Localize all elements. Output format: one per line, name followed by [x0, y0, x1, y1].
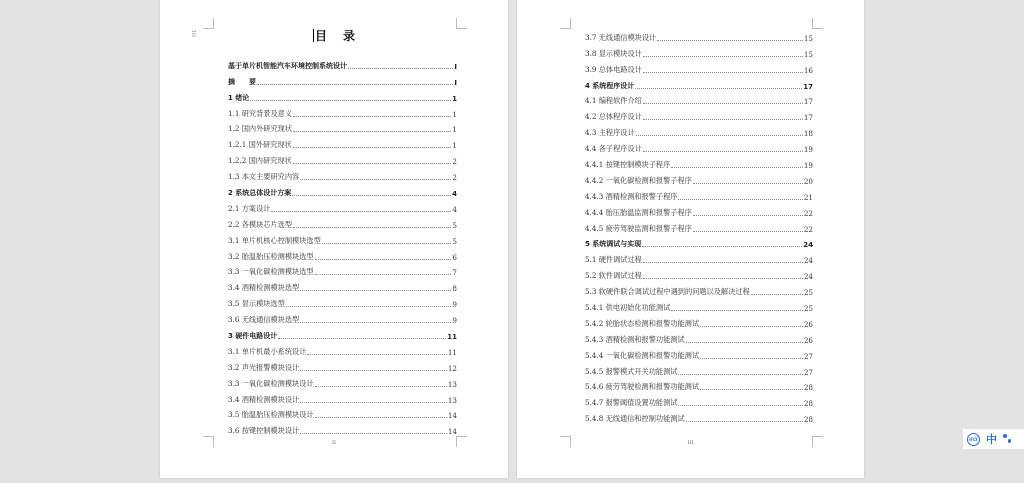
- toc-entry[interactable]: [228, 182, 457, 198]
- dot-leader: [315, 417, 447, 418]
- dot-leader: [300, 402, 447, 403]
- toc-entry-page: 11: [447, 333, 457, 342]
- dot-leader: [700, 326, 803, 327]
- toc-entry-label: 5 系统调试与实现: [585, 240, 642, 249]
- dot-leader: [635, 88, 802, 89]
- dot-leader: [293, 131, 451, 132]
- dot-leader: [751, 294, 803, 295]
- toc-entry-label: 3.5 显示模块选型: [228, 299, 285, 309]
- toc-entry-page: 11: [447, 347, 457, 357]
- toc-entry[interactable]: [585, 297, 813, 313]
- toc-entry[interactable]: [585, 27, 813, 43]
- dot-leader: [693, 231, 803, 232]
- punctuation-icon[interactable]: [1003, 433, 1013, 445]
- toc-entry[interactable]: [585, 170, 813, 186]
- dot-leader: [293, 116, 451, 117]
- toc-entry-page: 9: [452, 300, 457, 310]
- toc-entry-page: 28: [803, 383, 813, 393]
- table-of-contents: [585, 27, 813, 424]
- dot-leader: [643, 103, 803, 104]
- dot-leader: [686, 342, 803, 343]
- toc-entry-page: 17: [803, 97, 813, 107]
- toc-entry[interactable]: [228, 230, 457, 246]
- toc-entry-label: 5.4.2 轮胎状态检测和报警功能测试: [585, 318, 700, 328]
- toc-entry-page: 25: [803, 288, 813, 298]
- toc-entry-page: 25: [803, 304, 813, 314]
- ime-toolbar[interactable]: [963, 429, 1024, 449]
- toc-entry-page: 24: [803, 272, 813, 282]
- toc-entry-label: 3.1 单片机核心控制模块选型: [228, 235, 321, 245]
- toc-entry-page: 1: [452, 125, 457, 135]
- toc-entry[interactable]: [228, 373, 457, 389]
- toc-entry[interactable]: [585, 281, 813, 297]
- toc-entry[interactable]: [228, 262, 457, 278]
- toc-entry-page: 18: [803, 129, 813, 139]
- toc-entry[interactable]: [228, 420, 457, 436]
- margin-corner-mark: [812, 18, 823, 29]
- toc-entry[interactable]: [228, 71, 457, 87]
- toc-entry[interactable]: [585, 265, 813, 281]
- toc-entry[interactable]: [585, 122, 813, 138]
- toc-entry-page: 5: [452, 236, 457, 246]
- toc-entry-page: 1: [452, 94, 457, 103]
- dot-leader: [300, 290, 451, 291]
- toc-entry-label: 1.1 研究背景及意义: [228, 108, 293, 118]
- toc-entry-page: 2: [452, 157, 457, 167]
- toc-entry[interactable]: [585, 43, 813, 59]
- toc-entry-label: 5.4.7 报警阈值设置功能测试: [585, 398, 678, 408]
- toc-entry-label: 3.2 胎温胎压检测模块选型: [228, 251, 314, 261]
- toc-entry-label: 3.2 声光报警模块设计: [228, 362, 300, 372]
- margin-corner-mark: [560, 18, 571, 29]
- dot-leader: [292, 195, 451, 196]
- toc-entry[interactable]: [585, 234, 813, 250]
- table-of-contents: [228, 55, 457, 436]
- dot-leader: [693, 183, 803, 184]
- dot-leader: [693, 215, 803, 216]
- toc-entry-page: 14: [447, 411, 457, 421]
- toc-title-char: 目: [314, 29, 327, 43]
- drag-handle-icon[interactable]: ⠿: [191, 30, 198, 39]
- toc-entry-label: 1.3 本文主要研究内容: [228, 172, 300, 182]
- dot-leader: [643, 119, 803, 120]
- ime-logo-icon[interactable]: iFLY: [967, 433, 980, 446]
- toc-entry-page: 20: [803, 176, 813, 186]
- dot-leader: [678, 405, 802, 406]
- toc-entry-label: 5.4.3 酒精检测和报警功能测试: [585, 334, 685, 344]
- toc-entry-label: 5.4.6 疲劳驾驶检测和报警功能测试: [585, 382, 700, 392]
- toc-entry-label: 3.6 无线通信模块选型: [228, 315, 300, 325]
- text-cursor: [313, 29, 314, 42]
- toc-entry-page: 4: [452, 204, 457, 214]
- toc-entry-page: 9: [452, 316, 457, 326]
- toc-entry-page: 22: [803, 208, 813, 218]
- dot-leader: [657, 40, 803, 41]
- dot-leader: [300, 433, 447, 434]
- dot-leader: [257, 84, 453, 85]
- toc-entry-page: 27: [803, 351, 813, 361]
- page-number-footer: II: [332, 440, 336, 446]
- toc-entry[interactable]: [228, 309, 457, 325]
- toc-entry-label: 基于单片机智能汽车环境控制系统设计: [228, 61, 347, 70]
- toc-entry-page: 16: [803, 65, 813, 75]
- toc-entry-page: 28: [803, 399, 813, 409]
- dot-leader: [678, 374, 802, 375]
- toc-entry[interactable]: [585, 392, 813, 408]
- toc-title-char: 录: [343, 29, 356, 43]
- toc-entry[interactable]: [228, 198, 457, 214]
- toc-entry-page: 2: [452, 173, 457, 183]
- toc-entry-label: 5.2 软件调试过程: [585, 271, 642, 281]
- dot-leader: [322, 243, 452, 244]
- dot-leader: [348, 68, 453, 69]
- dot-leader: [250, 100, 451, 101]
- dot-leader: [315, 259, 452, 260]
- document-page-2[interactable]: [517, 0, 864, 478]
- toc-entry-label: 1.2.2 国内研究现状: [228, 156, 292, 166]
- dot-leader: [642, 246, 802, 247]
- toc-entry-page: 27: [803, 367, 813, 377]
- toc-entry-page: 26: [803, 319, 813, 329]
- toc-entry-page: 12: [447, 363, 457, 373]
- toc-entry-label: 5.4.1 供电初始化功能测试: [585, 303, 671, 313]
- toc-entry-page: 17: [803, 113, 813, 123]
- toc-entry-page: 22: [803, 224, 813, 234]
- toc-entry-page: 13: [447, 379, 457, 389]
- toc-entry-label: 5.3 软硬件联合调试过程中遇到的问题以及解决过程: [585, 287, 750, 297]
- toc-entry[interactable]: [585, 106, 813, 122]
- toc-entry[interactable]: [585, 186, 813, 202]
- toc-entry-page: 17: [803, 82, 813, 91]
- toc-entry-page: 1: [452, 109, 457, 119]
- dot-leader: [686, 421, 803, 422]
- toc-entry[interactable]: [585, 249, 813, 265]
- toc-entry[interactable]: [585, 154, 813, 170]
- toc-entry-page: 21: [803, 192, 813, 202]
- toc-entry[interactable]: [585, 377, 813, 393]
- toc-entry-page: 1: [452, 141, 457, 151]
- toc-entry-label: 4.2 总体程序设计: [585, 112, 642, 122]
- toc-entry-label: 5.4.8 无线通信和控制功能测试: [585, 414, 685, 424]
- toc-entry-label: 5.4.4 一氧化碳检测和报警功能测试: [585, 350, 700, 360]
- toc-title: [160, 27, 508, 44]
- dot-leader: [300, 179, 451, 180]
- toc-entry[interactable]: [228, 166, 457, 182]
- toc-entry-label: 5.1 硬件调试过程: [585, 255, 642, 265]
- dot-leader: [278, 338, 446, 339]
- toc-entry[interactable]: [585, 59, 813, 75]
- dot-leader: [643, 262, 803, 263]
- toc-entry-label: 2.2 各模块芯片选型: [228, 219, 293, 229]
- toc-entry[interactable]: [228, 277, 457, 293]
- dot-leader: [293, 227, 451, 228]
- ime-mode-toggle[interactable]: 中: [986, 433, 997, 446]
- toc-entry-label: 4 系统程序设计: [585, 81, 635, 90]
- dot-leader: [643, 278, 803, 279]
- toc-entry-page: 14: [447, 427, 457, 437]
- toc-entry[interactable]: [228, 119, 457, 135]
- toc-entry-page: 4: [452, 190, 457, 199]
- page-number-footer: III: [687, 440, 694, 446]
- dot-leader: [700, 358, 803, 359]
- toc-entry-label: 2 系统总体设计方案: [228, 189, 292, 198]
- toc-entry-page: I: [454, 78, 457, 87]
- toc-entry-page: 6: [452, 252, 457, 262]
- toc-entry-page: 26: [803, 335, 813, 345]
- toc-entry-label: 1 绪论: [228, 93, 250, 102]
- toc-entry-label: 3 硬件电路设计: [228, 332, 278, 341]
- toc-entry-label: 3.6 按键控制模块设计: [228, 426, 300, 436]
- toc-entry-label: 3.4 酒精检测模块设计: [228, 394, 300, 404]
- toc-entry-label: 3.4 酒精检测模块选型: [228, 283, 300, 293]
- dot-leader: [636, 135, 803, 136]
- dot-leader: [643, 151, 803, 152]
- toc-entry[interactable]: [585, 218, 813, 234]
- toc-entry-label: 4.4.4 胎压胎温监测和报警子程序: [585, 207, 692, 217]
- toc-entry[interactable]: [585, 75, 813, 91]
- toc-entry[interactable]: [228, 246, 457, 262]
- toc-entry[interactable]: [228, 405, 457, 421]
- toc-entry-label: 4.3 主程序设计: [585, 128, 635, 138]
- toc-entry-label: 3.7 无线通信模块设计: [585, 32, 657, 42]
- toc-entry-label: 4.4.3 酒精检测和报警子程序: [585, 191, 678, 201]
- dot-leader: [293, 147, 452, 148]
- toc-entry-label: 4.4 各子程序设计: [585, 144, 642, 154]
- toc-entry[interactable]: [228, 325, 457, 341]
- toc-entry[interactable]: [585, 202, 813, 218]
- toc-entry[interactable]: [228, 357, 457, 373]
- toc-entry[interactable]: [228, 134, 457, 150]
- dot-leader: [300, 370, 447, 371]
- toc-entry-label: 2.1 方案设计: [228, 203, 271, 213]
- dot-leader: [293, 163, 452, 164]
- dot-leader: [271, 211, 451, 212]
- toc-entry[interactable]: [228, 293, 457, 309]
- toc-entry-label: 5.4.5 报警模式开关功能测试: [585, 366, 678, 376]
- toc-entry[interactable]: [228, 150, 457, 166]
- toc-entry[interactable]: [585, 138, 813, 154]
- toc-entry[interactable]: [585, 313, 813, 329]
- toc-entry[interactable]: [228, 103, 457, 119]
- toc-entry-page: I: [454, 62, 457, 71]
- toc-entry-page: 5: [452, 220, 457, 230]
- toc-entry-page: 7: [452, 268, 457, 278]
- toc-entry[interactable]: [228, 214, 457, 230]
- dot-leader: [286, 306, 452, 307]
- toc-entry-page: 19: [803, 161, 813, 171]
- toc-entry-page: 13: [447, 395, 457, 405]
- toc-entry[interactable]: [228, 341, 457, 357]
- toc-entry[interactable]: [228, 55, 457, 71]
- toc-entry-label: 4.4.1 按键控制模块子程序: [585, 160, 671, 170]
- toc-entry-label: 1.2.1 国外研究现状: [228, 140, 292, 150]
- toc-entry[interactable]: [585, 329, 813, 345]
- dot-leader: [315, 386, 447, 387]
- dot-leader: [643, 72, 803, 73]
- dot-leader: [315, 274, 452, 275]
- dot-leader: [700, 389, 803, 390]
- toc-entry[interactable]: [585, 408, 813, 424]
- dot-leader: [671, 310, 803, 311]
- dot-leader: [300, 322, 451, 323]
- toc-entry-page: 24: [803, 256, 813, 266]
- dot-leader: [643, 56, 803, 57]
- document-page-1[interactable]: [160, 0, 508, 478]
- toc-entry-page: 15: [803, 33, 813, 43]
- toc-entry[interactable]: [585, 91, 813, 107]
- toc-entry-label: 1.2 国内外研究现状: [228, 124, 293, 134]
- dot-leader: [678, 199, 802, 200]
- toc-entry[interactable]: [585, 345, 813, 361]
- toc-entry[interactable]: [228, 389, 457, 405]
- toc-entry-page: 15: [803, 49, 813, 59]
- toc-entry-label: 4.4.5 疲劳驾驶监测和报警子程序: [585, 223, 692, 233]
- toc-entry-label: 3.1 单片机最小系统设计: [228, 346, 307, 356]
- toc-entry-label: 3.3 一氧化碳检测模块设计: [228, 378, 314, 388]
- toc-entry-label: 摘 要: [228, 77, 256, 86]
- toc-entry-page: 28: [803, 415, 813, 425]
- toc-entry-page: 24: [803, 241, 813, 250]
- dot-leader: [671, 167, 803, 168]
- toc-entry-label: 3.8 显示模块设计: [585, 48, 642, 58]
- dot-leader: [307, 354, 446, 355]
- toc-entry-label: 4.4.2 一氧化碳检测和报警子程序: [585, 175, 692, 185]
- toc-entry-page: 8: [452, 284, 457, 294]
- toc-entry-label: 3.9 总体电路设计: [585, 64, 642, 74]
- toc-entry-label: 4.1 编程软件介绍: [585, 96, 642, 106]
- toc-entry-label: 3.5 胎温胎压检测模块设计: [228, 410, 314, 420]
- toc-entry[interactable]: [228, 87, 457, 103]
- toc-entry[interactable]: [585, 361, 813, 377]
- toc-entry-label: 3.3 一氧化碳检测模块选型: [228, 267, 314, 277]
- toc-entry-page: 19: [803, 145, 813, 155]
